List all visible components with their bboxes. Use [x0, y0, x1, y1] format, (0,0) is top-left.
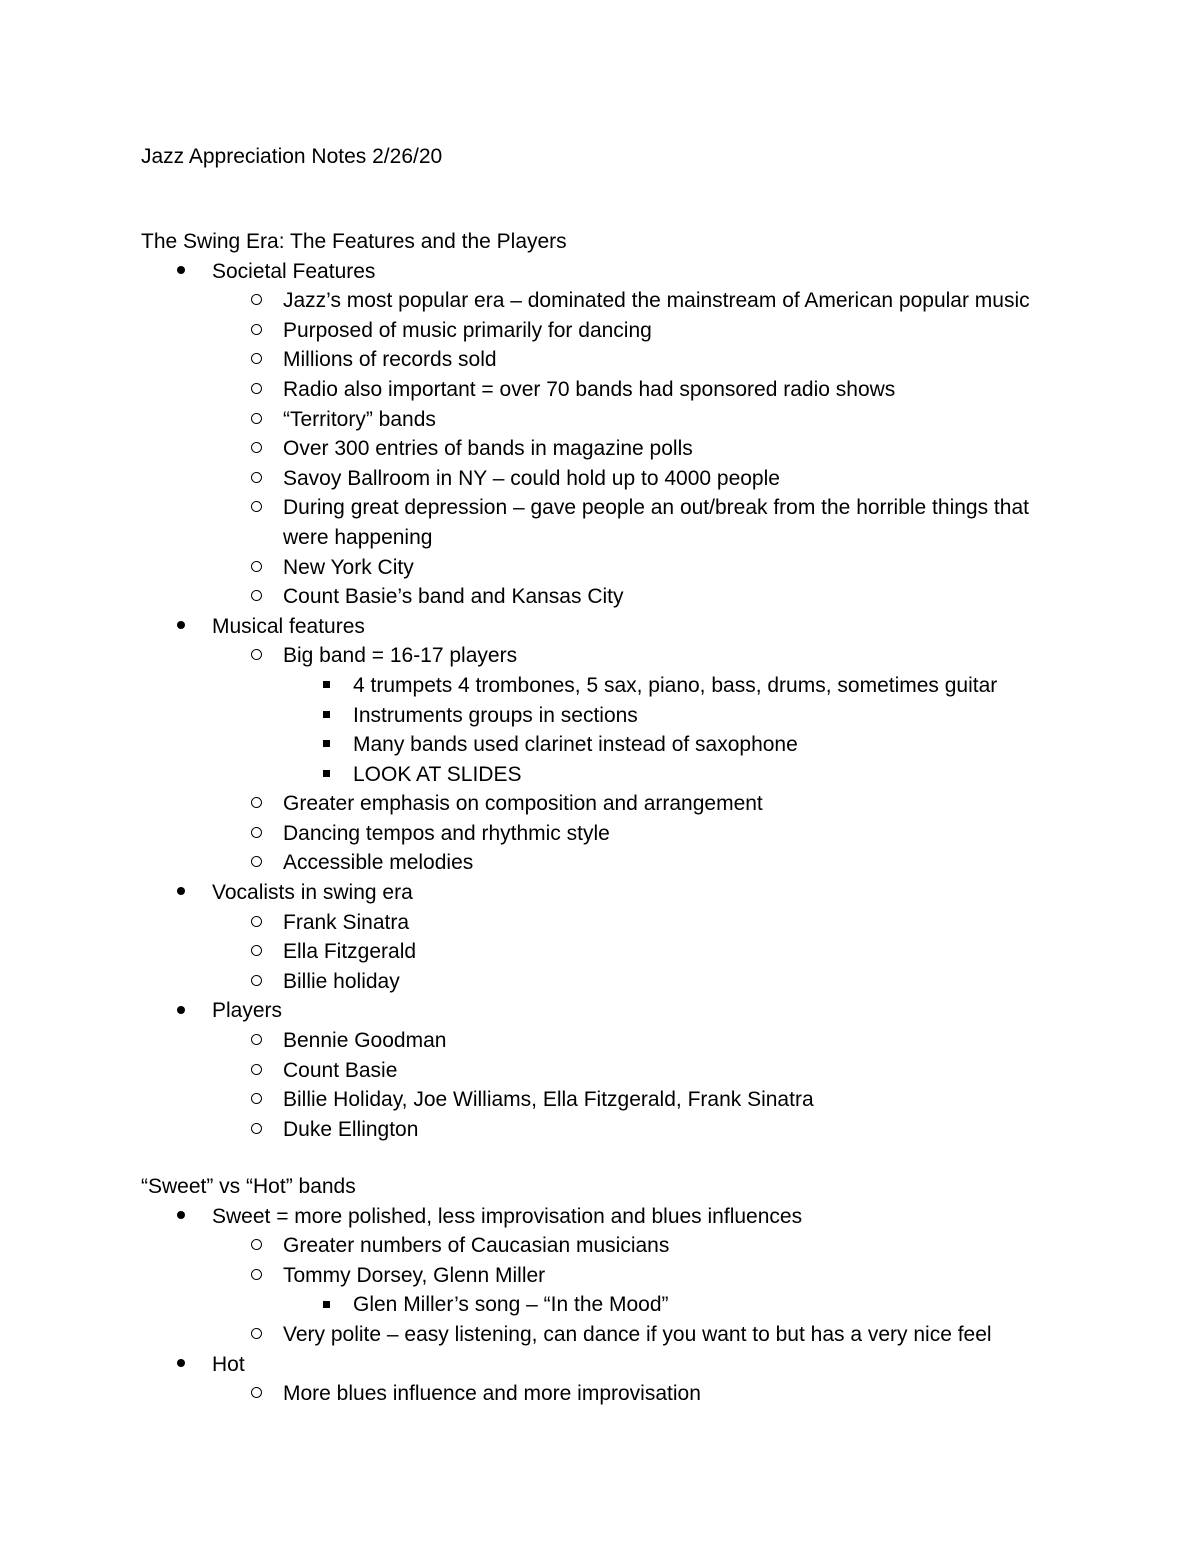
bullet-circle-icon: [244, 1379, 268, 1409]
bullet-square-icon: [314, 730, 338, 760]
bullet-square-icon: [314, 760, 338, 790]
list-item-text: New York City: [283, 555, 414, 579]
list-item-text: Many bands used clarinet instead of saxophone: [353, 733, 798, 757]
list-item-text: Very polite – easy listening, can dance if you want to but has a very nice feel: [283, 1322, 992, 1346]
list-item: [141, 908, 1141, 938]
bullet-circle-icon: [244, 582, 268, 612]
list-item-text: During great depression – gave people an out/break from the horrible things that were happening: [283, 496, 1029, 549]
list-item: [141, 464, 1141, 494]
list-item-text: Dancing tempos and rhythmic style: [283, 821, 610, 845]
bullet-circle-icon: [244, 1026, 268, 1056]
bullet-circle-icon: [244, 1320, 268, 1350]
list-item: [141, 1350, 1141, 1380]
list-item: [141, 1320, 1141, 1350]
list-item: [141, 937, 1141, 967]
list-item: [141, 1056, 1141, 1086]
list-item: [141, 1231, 1141, 1261]
list-item: [141, 1261, 1141, 1291]
bullet-square-icon: [314, 671, 338, 701]
section-sweet-vs-hot: [141, 1172, 1141, 1409]
list-item-text: 4 trumpets 4 trombones, 5 sax, piano, bass, drums, sometimes guitar: [353, 673, 998, 697]
list-item: [141, 701, 1141, 731]
list-item: [141, 1115, 1141, 1145]
list-item: [141, 730, 1141, 760]
list-item: [141, 434, 1141, 464]
list-item-text: Count Basie: [283, 1058, 398, 1082]
list-item-text: Accessible melodies: [283, 851, 474, 875]
bullet-dot-icon: [169, 612, 193, 642]
list-item: [141, 316, 1141, 346]
list-item-text: Billie holiday: [283, 969, 400, 993]
bullet-circle-icon: [244, 345, 268, 375]
list-item-text: Big band = 16-17 players: [283, 644, 518, 668]
bullet-circle-icon: [244, 1231, 268, 1261]
list-item-text: Players: [212, 999, 283, 1023]
bullet-circle-icon: [244, 1261, 268, 1291]
list-item-text: Glen Miller’s song – “In the Mood”: [353, 1293, 669, 1317]
list-item: [141, 789, 1141, 819]
list-item-text: Count Basie’s band and Kansas City: [283, 585, 624, 609]
bullet-circle-icon: [244, 286, 268, 316]
bullet-circle-icon: [244, 908, 268, 938]
list-item: [141, 493, 1141, 552]
list-item: [141, 1202, 1141, 1232]
bullet-circle-icon: [244, 375, 268, 405]
list-item-text: “Territory” bands: [283, 407, 436, 431]
list-item-text: Sweet = more polished, less improvisation and blues influences: [212, 1204, 803, 1228]
list-item: [141, 286, 1141, 316]
bullet-dot-icon: [169, 996, 193, 1026]
bullet-circle-icon: [244, 1115, 268, 1145]
list-item: [141, 345, 1141, 375]
list-item: [141, 996, 1141, 1026]
bullet-dot-icon: [169, 1350, 193, 1380]
list-item-text: Purposed of music primarily for dancing: [283, 318, 652, 342]
section-heading: The Swing Era: The Features and the Players: [141, 230, 567, 253]
list-item: [141, 848, 1141, 878]
bullet-circle-icon: [244, 316, 268, 346]
list-item: [141, 1026, 1141, 1056]
list-item: [141, 405, 1141, 435]
list-item-text: More blues influence and more improvisation: [283, 1382, 701, 1406]
list-item: [141, 1290, 1141, 1320]
bullet-circle-icon: [244, 1085, 268, 1115]
list-item: [141, 612, 1141, 642]
bullet-circle-icon: [244, 819, 268, 849]
bullet-circle-icon: [244, 493, 268, 523]
list-item-text: Tommy Dorsey, Glenn Miller: [283, 1263, 546, 1287]
bullet-square-icon: [314, 1290, 338, 1320]
bullet-circle-icon: [244, 1056, 268, 1086]
list-item-text: Savoy Ballroom in NY – could hold up to 4000 people: [283, 466, 780, 490]
list-item-text: Billie Holiday, Joe Williams, Ella Fitzgerald, Frank Sinatra: [283, 1088, 814, 1112]
list-item: [141, 257, 1141, 287]
list-item-text: Radio also important = over 70 bands had sponsored radio shows: [283, 377, 896, 401]
list-item: [141, 967, 1141, 997]
bullet-circle-icon: [244, 405, 268, 435]
list-item-text: Ella Fitzgerald: [283, 940, 417, 964]
list-item: [141, 375, 1141, 405]
list-item: [141, 878, 1141, 908]
list-item-text: Jazz’s most popular era – dominated the mainstream of American popular music: [283, 289, 1030, 313]
list-item-text: Musical features: [212, 614, 365, 638]
list-item: [141, 760, 1141, 790]
list-item-text: Bennie Goodman: [283, 1029, 447, 1053]
list-item-text: Over 300 entries of bands in magazine polls: [283, 437, 693, 461]
list-item-text: Vocalists in swing era: [212, 881, 413, 905]
list-item-text: Greater emphasis on composition and arrangement: [283, 792, 763, 816]
bullet-dot-icon: [169, 257, 193, 287]
section-swing-era: [141, 227, 1141, 1144]
bullet-circle-icon: [244, 967, 268, 997]
list-item: [141, 553, 1141, 583]
list-item: [141, 1379, 1141, 1409]
list-item-text: Instruments groups in sections: [353, 703, 638, 727]
document-title: Jazz Appreciation Notes 2/26/20: [141, 145, 443, 168]
list-item-text: Duke Ellington: [283, 1117, 419, 1141]
bullet-circle-icon: [244, 434, 268, 464]
bullet-dot-icon: [169, 878, 193, 908]
bullet-circle-icon: [244, 553, 268, 583]
list-item: [141, 1085, 1141, 1115]
bullet-circle-icon: [244, 937, 268, 967]
list-item: [141, 819, 1141, 849]
bullet-dot-icon: [169, 1202, 193, 1232]
bullet-circle-icon: [244, 789, 268, 819]
list-item-text: Hot: [212, 1352, 245, 1376]
list-item-text: LOOK AT SLIDES: [353, 762, 522, 786]
section-heading: “Sweet” vs “Hot” bands: [141, 1175, 356, 1198]
list-item-text: Frank Sinatra: [283, 910, 410, 934]
list-item-text: Societal Features: [212, 259, 376, 283]
list-item: [141, 582, 1141, 612]
bullet-circle-icon: [244, 641, 268, 671]
list-item-text: Millions of records sold: [283, 348, 497, 372]
list-item: [141, 671, 1141, 701]
bullet-circle-icon: [244, 848, 268, 878]
list-item: [141, 641, 1141, 671]
list-item-text: Greater numbers of Caucasian musicians: [283, 1234, 670, 1258]
bullet-circle-icon: [244, 464, 268, 494]
bullet-square-icon: [314, 701, 338, 731]
